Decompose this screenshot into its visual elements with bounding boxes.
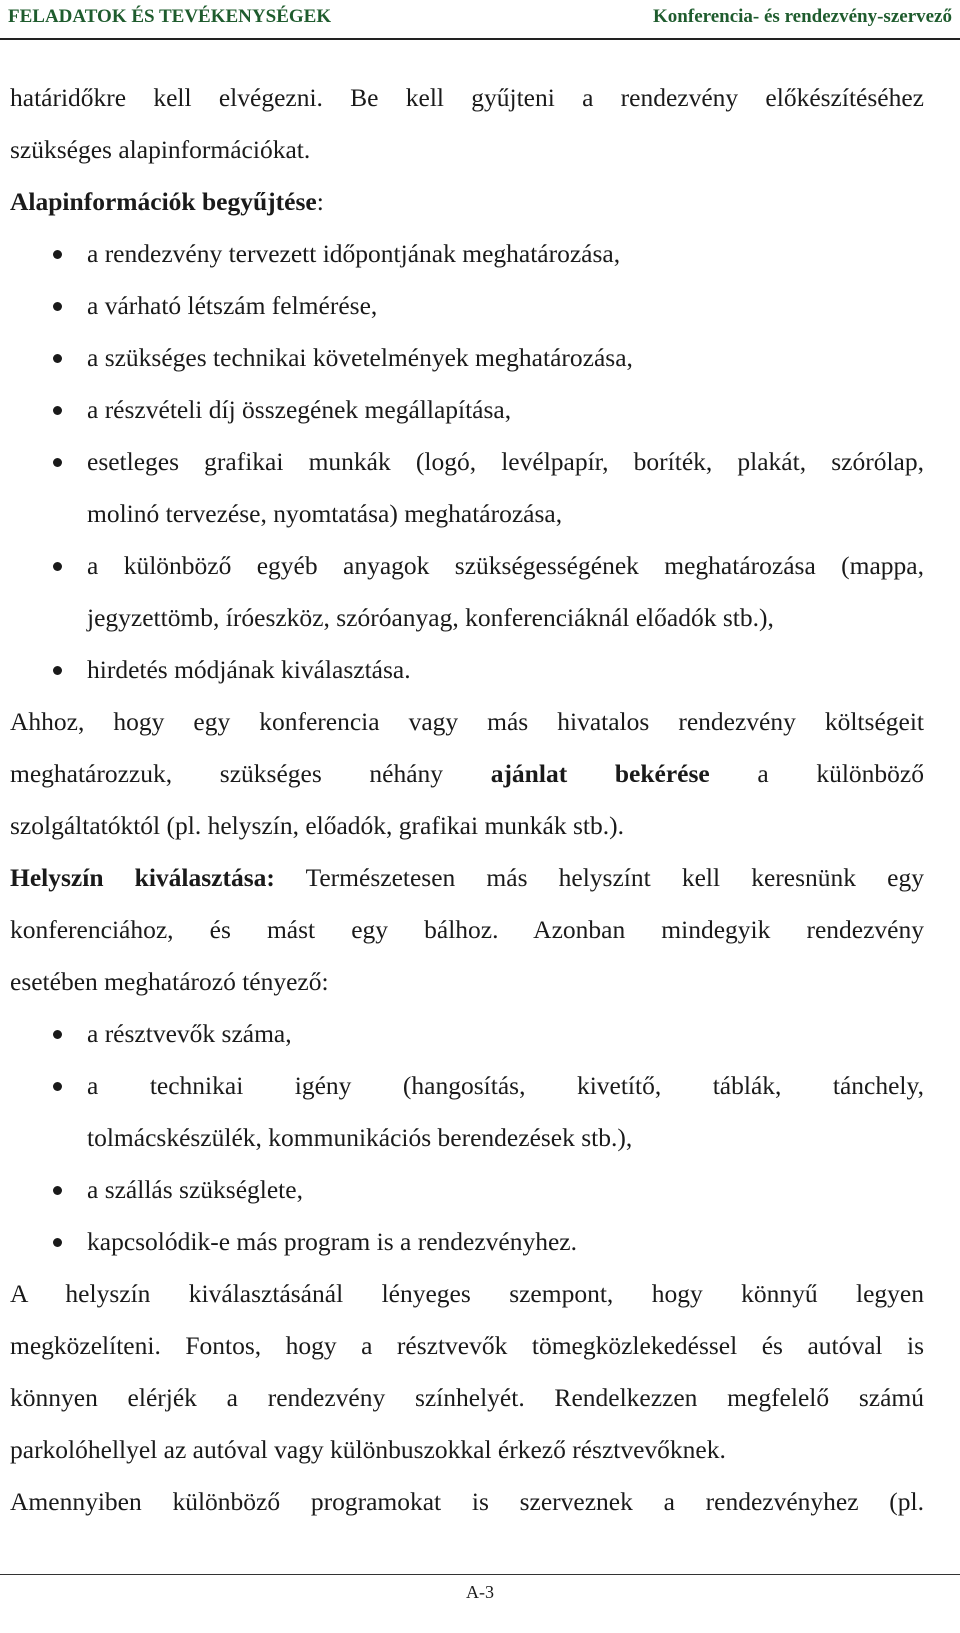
paragraph-line [10, 748, 924, 800]
list-item-continuation: molinó tervezése, nyomtatása) meghatározása, [87, 499, 563, 528]
list-item-text: a szállás szükséglete, [87, 1175, 303, 1204]
heading-colon: : [316, 187, 324, 216]
paragraph-line: esetében meghatározó tényező: [10, 967, 329, 996]
paragraph-line: Amennyiben különböző programokat is szerveznek a rendezvényhez (pl. [10, 1487, 924, 1516]
list-item-continuation: jegyzettömb, íróeszköz, szóróanyag, konferenciáknál előadók stb.), [87, 603, 774, 632]
list-item [87, 1008, 924, 1060]
header-right-title: Konferencia- és rendezvény-szervező [653, 6, 952, 27]
text-span: meghatározzuk, szükséges néhány [10, 759, 491, 788]
bold-text: ajánlat bekérése [490, 759, 710, 788]
list-item [87, 1164, 924, 1216]
list-item-text: a rendezvény tervezett időpontjának meghatározása, [87, 239, 621, 268]
bullet-icon [53, 354, 62, 363]
bold-text: Helyszín kiválasztása: [10, 863, 275, 892]
bullet-icon [53, 1186, 62, 1195]
list-item [87, 384, 924, 436]
list-item-text: kapcsolódik-e más program is a rendezvényhez. [87, 1227, 577, 1256]
bullet-icon [53, 1238, 62, 1247]
list-item [87, 540, 924, 592]
bullet-icon [53, 458, 62, 467]
bullet-icon [53, 1082, 62, 1091]
list-item-text: a részvételi díj összegének megállapítása, [87, 395, 512, 424]
list-item-text: esetleges grafikai munkák (logó, levélpapír, boríték, plakát, szórólap, [87, 447, 924, 476]
bullet-icon [53, 562, 62, 571]
paragraph-line: határidőkre kell elvégezni. Be kell gyűjteni a rendezvény előkészítéséhez [10, 83, 924, 112]
header-left-title: FELADATOK ÉS TEVÉKENYSÉGEK [8, 6, 332, 27]
bullet-icon [53, 250, 62, 259]
paragraph-line: Ahhoz, hogy egy konferencia vagy más hivatalos rendezvény költségeit [10, 707, 924, 736]
list-item [87, 280, 924, 332]
paragraph-line: könnyen elérjék a rendezvény színhelyét. Rendelkezzen megfelelő számú [10, 1383, 924, 1412]
paragraph-line: parkolóhellyel az autóval vagy különbuszokkal érkező résztvevőknek. [10, 1435, 726, 1464]
paragraph-line: megközelíteni. Fontos, hogy a résztvevők tömegközlekedéssel és autóval is [10, 1331, 924, 1360]
list-item [87, 644, 924, 696]
paragraph-line [10, 852, 924, 904]
list-item-text: hirdetés módjának kiválasztása. [87, 655, 411, 684]
text-span: Természetesen más helyszínt kell keresnünk egy [274, 863, 924, 892]
list-item-continuation: tolmácskészülék, kommunikációs berendezések stb.), [87, 1123, 633, 1152]
section-heading [10, 176, 924, 228]
paragraph-line: szükséges alapinformációkat. [10, 135, 311, 164]
bullet-icon [53, 666, 62, 675]
list-item [87, 1060, 924, 1112]
bullet-icon [53, 302, 62, 311]
list-item [87, 1216, 924, 1268]
document-body [10, 72, 924, 1528]
heading-text: Alapinformációk begyűjtése [10, 187, 317, 216]
list-item-text: a várható létszám felmérése, [87, 291, 378, 320]
list-item-text: a résztvevők száma, [87, 1019, 292, 1048]
page-header [0, 0, 960, 40]
bullet-icon [53, 1030, 62, 1039]
list-item [87, 228, 924, 280]
list-item-text: a technikai igény (hangosítás, kivetítő, táblák, tánchely, [87, 1071, 924, 1100]
footer-divider [0, 1574, 960, 1575]
paragraph-line: konferenciához, és mást egy bálhoz. Azonban mindegyik rendezvény [10, 915, 924, 944]
list-item-text: a különböző egyéb anyagok szükségességének meghatározása (mappa, [87, 551, 924, 580]
list-item [87, 436, 924, 488]
text-span: a különböző [709, 759, 924, 788]
list-item-text: a szükséges technikai követelmények meghatározása, [87, 343, 633, 372]
list-item [87, 332, 924, 384]
bullet-icon [53, 406, 62, 415]
paragraph-line: szolgáltatóktól (pl. helyszín, előadók, grafikai munkák stb.). [10, 811, 624, 840]
page-number: A-3 [466, 1582, 494, 1602]
paragraph-line: A helyszín kiválasztásánál lényeges szempont, hogy könnyű legyen [10, 1279, 924, 1308]
